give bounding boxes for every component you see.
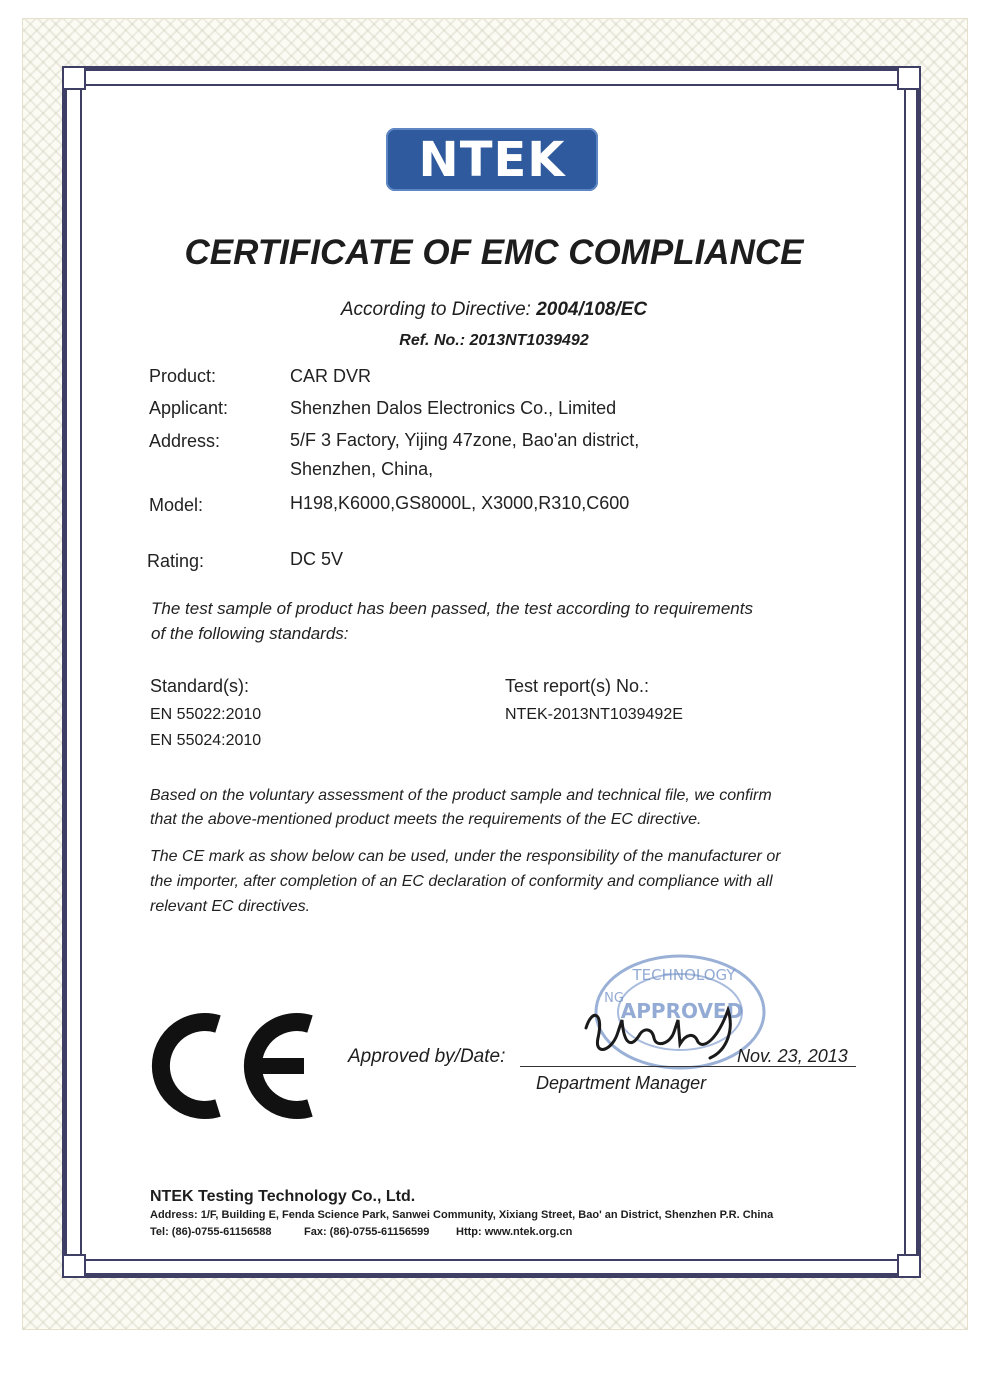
corner-ornament-top-right [897,66,921,90]
ce-mark [148,1004,318,1128]
footer-fax: Fax: (86)-0755-61156599 [304,1226,430,1238]
ce-usage-line-2: the importer, after completion of an EC declaration of conformity and compliance with all [150,873,773,890]
reports-heading: Test report(s) No.: [505,676,650,696]
corner-ornament-bottom-left [62,1254,86,1278]
footer-company: NTEK Testing Technology Co., Ltd. [150,1188,416,1205]
stamp-center-text: APPROVED [620,999,744,1023]
corner-ornament-bottom-right [897,1254,921,1278]
applicant-value: Shenzhen Dalos Electronics Co., Limited [290,398,617,418]
model-value: H198,K6000,GS8000L, X3000,R310,C600 [290,493,630,513]
corner-ornament-top-left [62,66,86,90]
test-statement-line-1: The test sample of product has been passed, the test according to requirements [151,599,753,618]
standard-item: EN 55024:2010 [150,732,262,749]
rating-label: Rating: [147,551,205,571]
footer-tel: Tel: (86)-0755-61156588 [150,1226,272,1238]
directive-prefix: According to Directive: [340,299,531,320]
test-statement-line-2: of the following standards: [151,624,349,643]
ref-value: 2013NT1039492 [469,332,589,349]
ref-label: Ref. No.: [399,332,466,349]
directive-line [0,299,988,321]
model-label: Model: [149,495,204,515]
standard-item: EN 55022:2010 [150,706,262,723]
directive-value: 2004/108/EC [536,299,648,320]
address-label: Address: [149,431,221,451]
assessment-line-1: Based on the voluntary assessment of the product sample and technical file, we confirm [150,787,772,804]
rating-value: DC 5V [290,549,344,569]
footer-website: Http: www.ntek.org.cn [456,1226,573,1238]
ce-usage-line-1: The CE mark as show below can be used, under the responsibility of the manufacturer or [150,848,781,865]
certificate-title: CERTIFICATE OF EMC COMPLIANCE [184,233,804,272]
ntek-logo [386,128,598,191]
stamp-top-text: TECHNOLOGY [632,966,736,984]
logo-text: NTEK [418,131,566,188]
approver-title: Department Manager [536,1073,707,1093]
signature [578,998,748,1068]
applicant-label: Applicant: [149,398,229,418]
address-line-1: 5/F 3 Factory, Yijing 47zone, Bao'an district, [290,430,640,450]
footer-address: Address: 1/F, Building E, Fenda Science Park, Sanwei Community, Xixiang Street, Bao' an District, Shenzhen P.R. China [150,1209,774,1221]
address-line-2: Shenzhen, China, [290,459,434,479]
assessment-line-2: that the above-mentioned product meets the requirements of the EC directive. [150,811,702,828]
report-item: NTEK-2013NT1039492E [505,706,683,723]
approved-by-label: Approved by/Date: [348,1046,506,1067]
product-label: Product: [149,366,217,386]
product-value: CAR DVR [290,366,372,386]
ref-line [0,332,988,350]
stamp-left-text: NG [604,991,624,1006]
ce-usage-line-3: relevant EC directives. [150,898,311,915]
approval-date: Nov. 23, 2013 [737,1046,848,1066]
standards-heading: Standard(s): [150,676,250,696]
